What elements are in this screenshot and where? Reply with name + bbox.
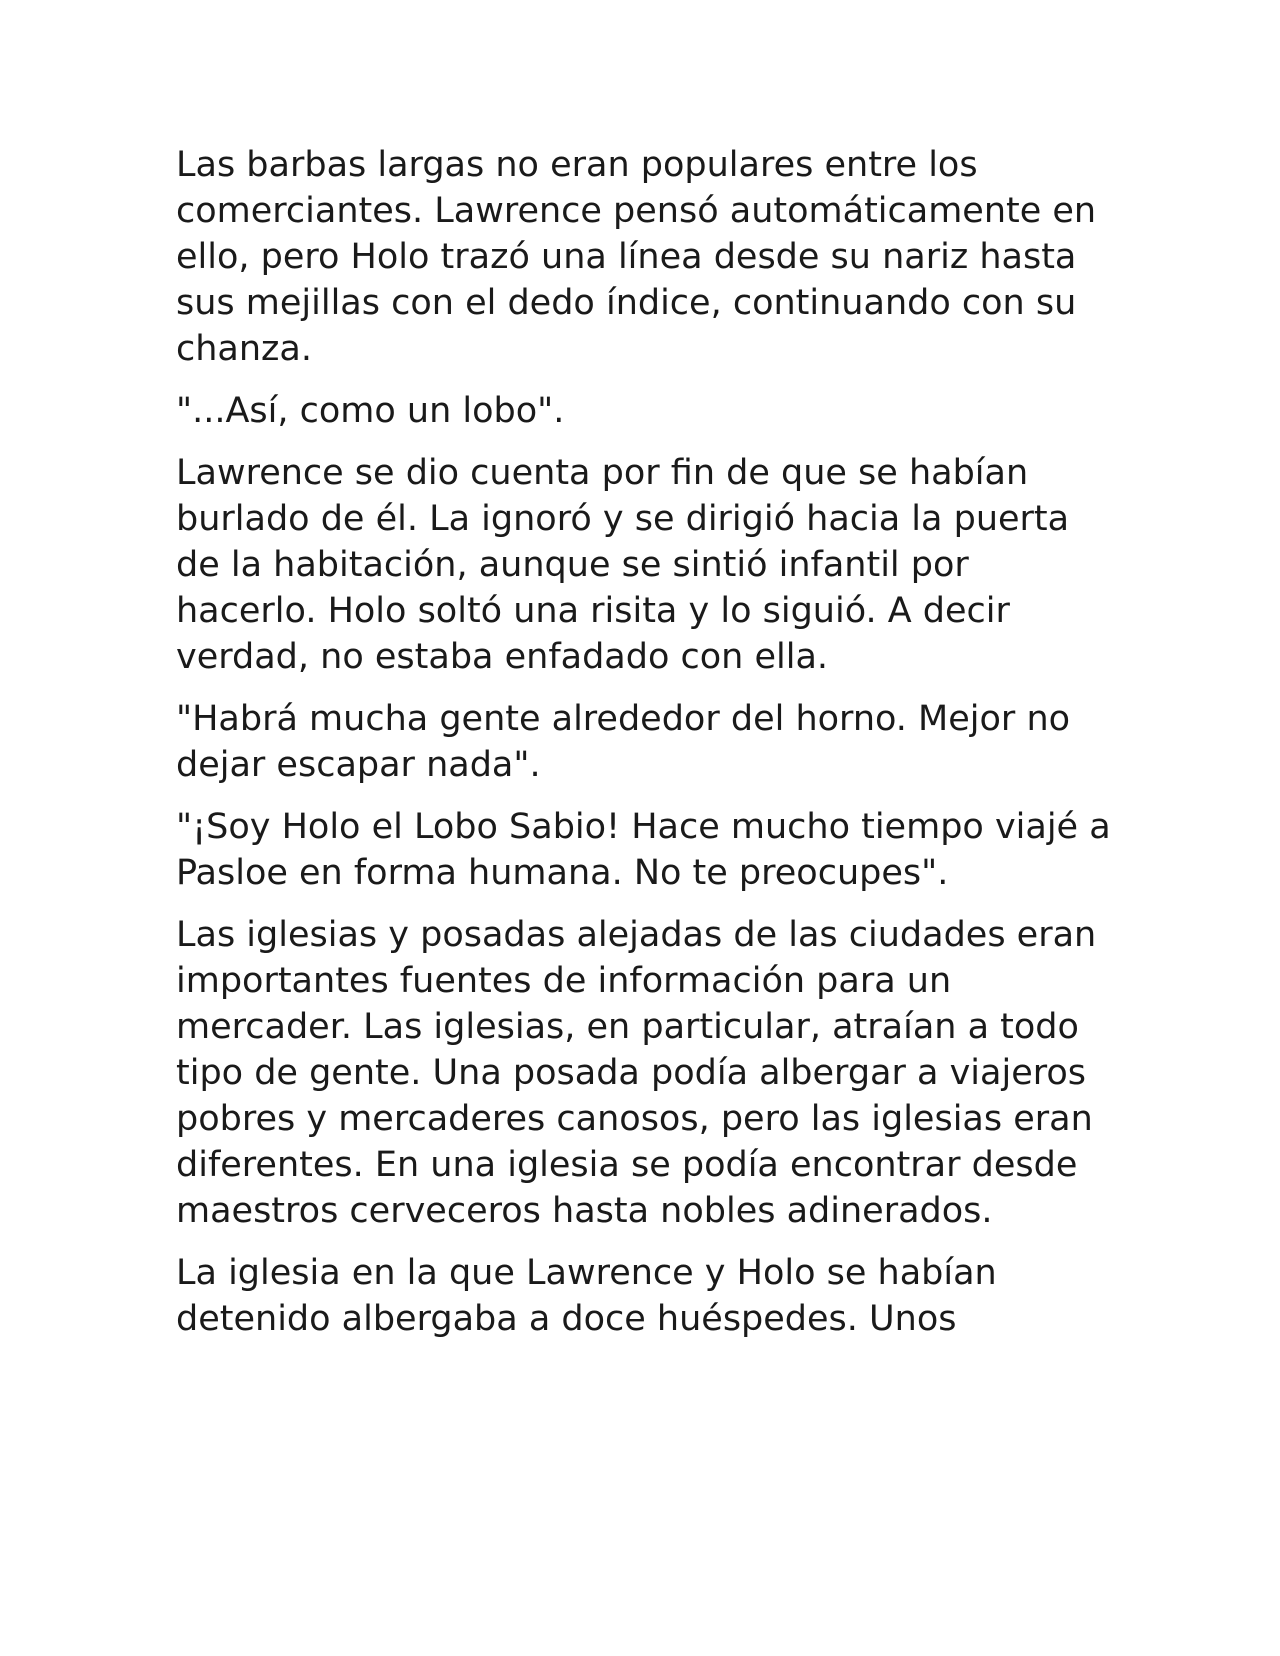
paragraph-1: Las barbas largas no eran populares entre los comerciantes. Lawrence pensó automáticamente en ello, pero Holo trazó una línea desde su nariz hasta sus mejillas con el dedo índice, continuando con su chanza. [176, 145, 1097, 369]
paragraph-6: Las iglesias y posadas alejadas de las ciudades eran importantes fuentes de información para un mercader. Las iglesias, en particular, atraían a todo tipo de gente. Una posada podía albergar a viajeros pobres y mercaderes canosos, pero las iglesias eran diferentes. En una iglesia se podía encontrar desde maestros cerveceros hasta nobles adinerados. [176, 915, 1097, 1231]
paragraph-3: Lawrence se dio cuenta por fin de que se habían burlado de él. La ignoró y se dirigió hacia la puerta de la habitación, aunque se sintió infantil por hacerlo. Holo soltó una risita y lo siguió. A decir verdad, no estaba enfadado con ella. [176, 453, 1070, 677]
paragraph-5: "¡Soy Holo el Lobo Sabio! Hace mucho tiempo viajé a Pasloe en forma humana. No te preocupes". [176, 807, 1111, 893]
paragraph-2: "...Así, como un lobo". [176, 391, 565, 431]
paragraph-4: "Habrá mucha gente alrededor del horno. Mejor no dejar escapar nada". [176, 699, 1071, 785]
paragraph-7: La iglesia en la que Lawrence y Holo se habían detenido albergaba a doce huéspedes. Unos [176, 1253, 997, 1339]
document-page [176, 142, 1116, 1358]
